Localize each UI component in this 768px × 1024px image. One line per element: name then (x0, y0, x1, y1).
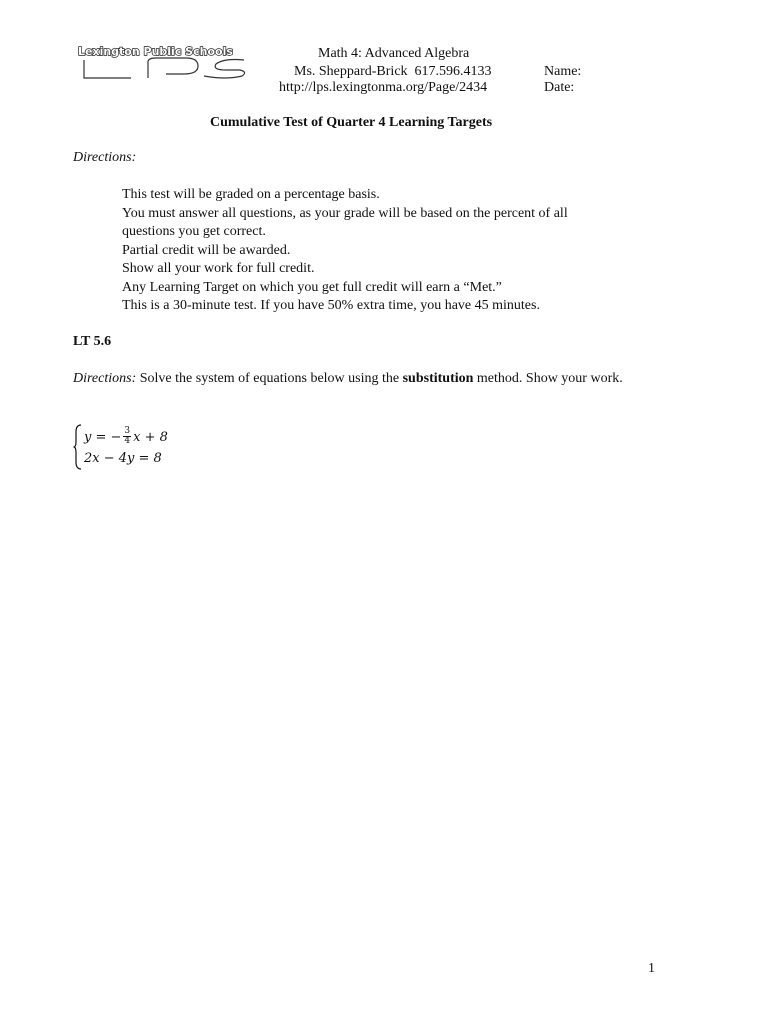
rule-item: You must answer all questions, as your grade will be based on the percent of all questions you get correct. (122, 205, 568, 239)
course-title: Math 4: Advanced Algebra (318, 46, 470, 61)
equation-system (73, 422, 193, 470)
rule-item: Partial credit will be awarded. (122, 242, 291, 258)
problem-text-before: Solve the system of equations below using the (136, 371, 403, 386)
date-label: Date: (544, 80, 575, 95)
rule-item: Show all your work for full credit. (122, 261, 315, 276)
course-url: http://lps.lexingtonma.org/Page/2434 (279, 80, 488, 95)
rules-list (122, 186, 622, 316)
problem-directions (73, 370, 638, 389)
directions-label: Directions: (73, 150, 137, 165)
fraction (123, 427, 131, 446)
teacher-contact: Ms. Sheppard-Brick 617.596.4133 (294, 64, 492, 79)
name-label: Name: (544, 64, 582, 79)
rule-item: Any Learning Target on which you get full credit will earn a “Met.” (122, 279, 502, 295)
brace-icon (73, 424, 83, 470)
lps-logo-graphic (76, 42, 256, 82)
fraction-numerator: 3 (124, 426, 131, 436)
rule-item: This test will be graded on a percentage basis. (122, 187, 380, 202)
page-number: 1 (648, 961, 655, 976)
learning-target-label: LT 5.6 (73, 334, 112, 349)
rule-item: This is a 30-minute test. If you have 50% extra time, you have 45 minutes. (122, 298, 540, 313)
equation-2: 2x − 4y = 8 (84, 451, 162, 466)
problem-text-after: method. Show your work. (473, 371, 623, 386)
equation-1 (84, 428, 168, 447)
equation-1-prefix: y = − (84, 430, 122, 445)
test-title: Cumulative Test of Quarter 4 Learning Targets (210, 115, 493, 130)
school-logo (76, 42, 256, 82)
problem-directions-label: Directions: (73, 371, 137, 386)
substitution-emphasis: substitution (402, 371, 474, 386)
equation-1-suffix: x + 8 (133, 430, 168, 445)
fraction-denominator: 4 (124, 436, 131, 446)
logo-wordmark: Lexington Public Schools (78, 45, 233, 58)
